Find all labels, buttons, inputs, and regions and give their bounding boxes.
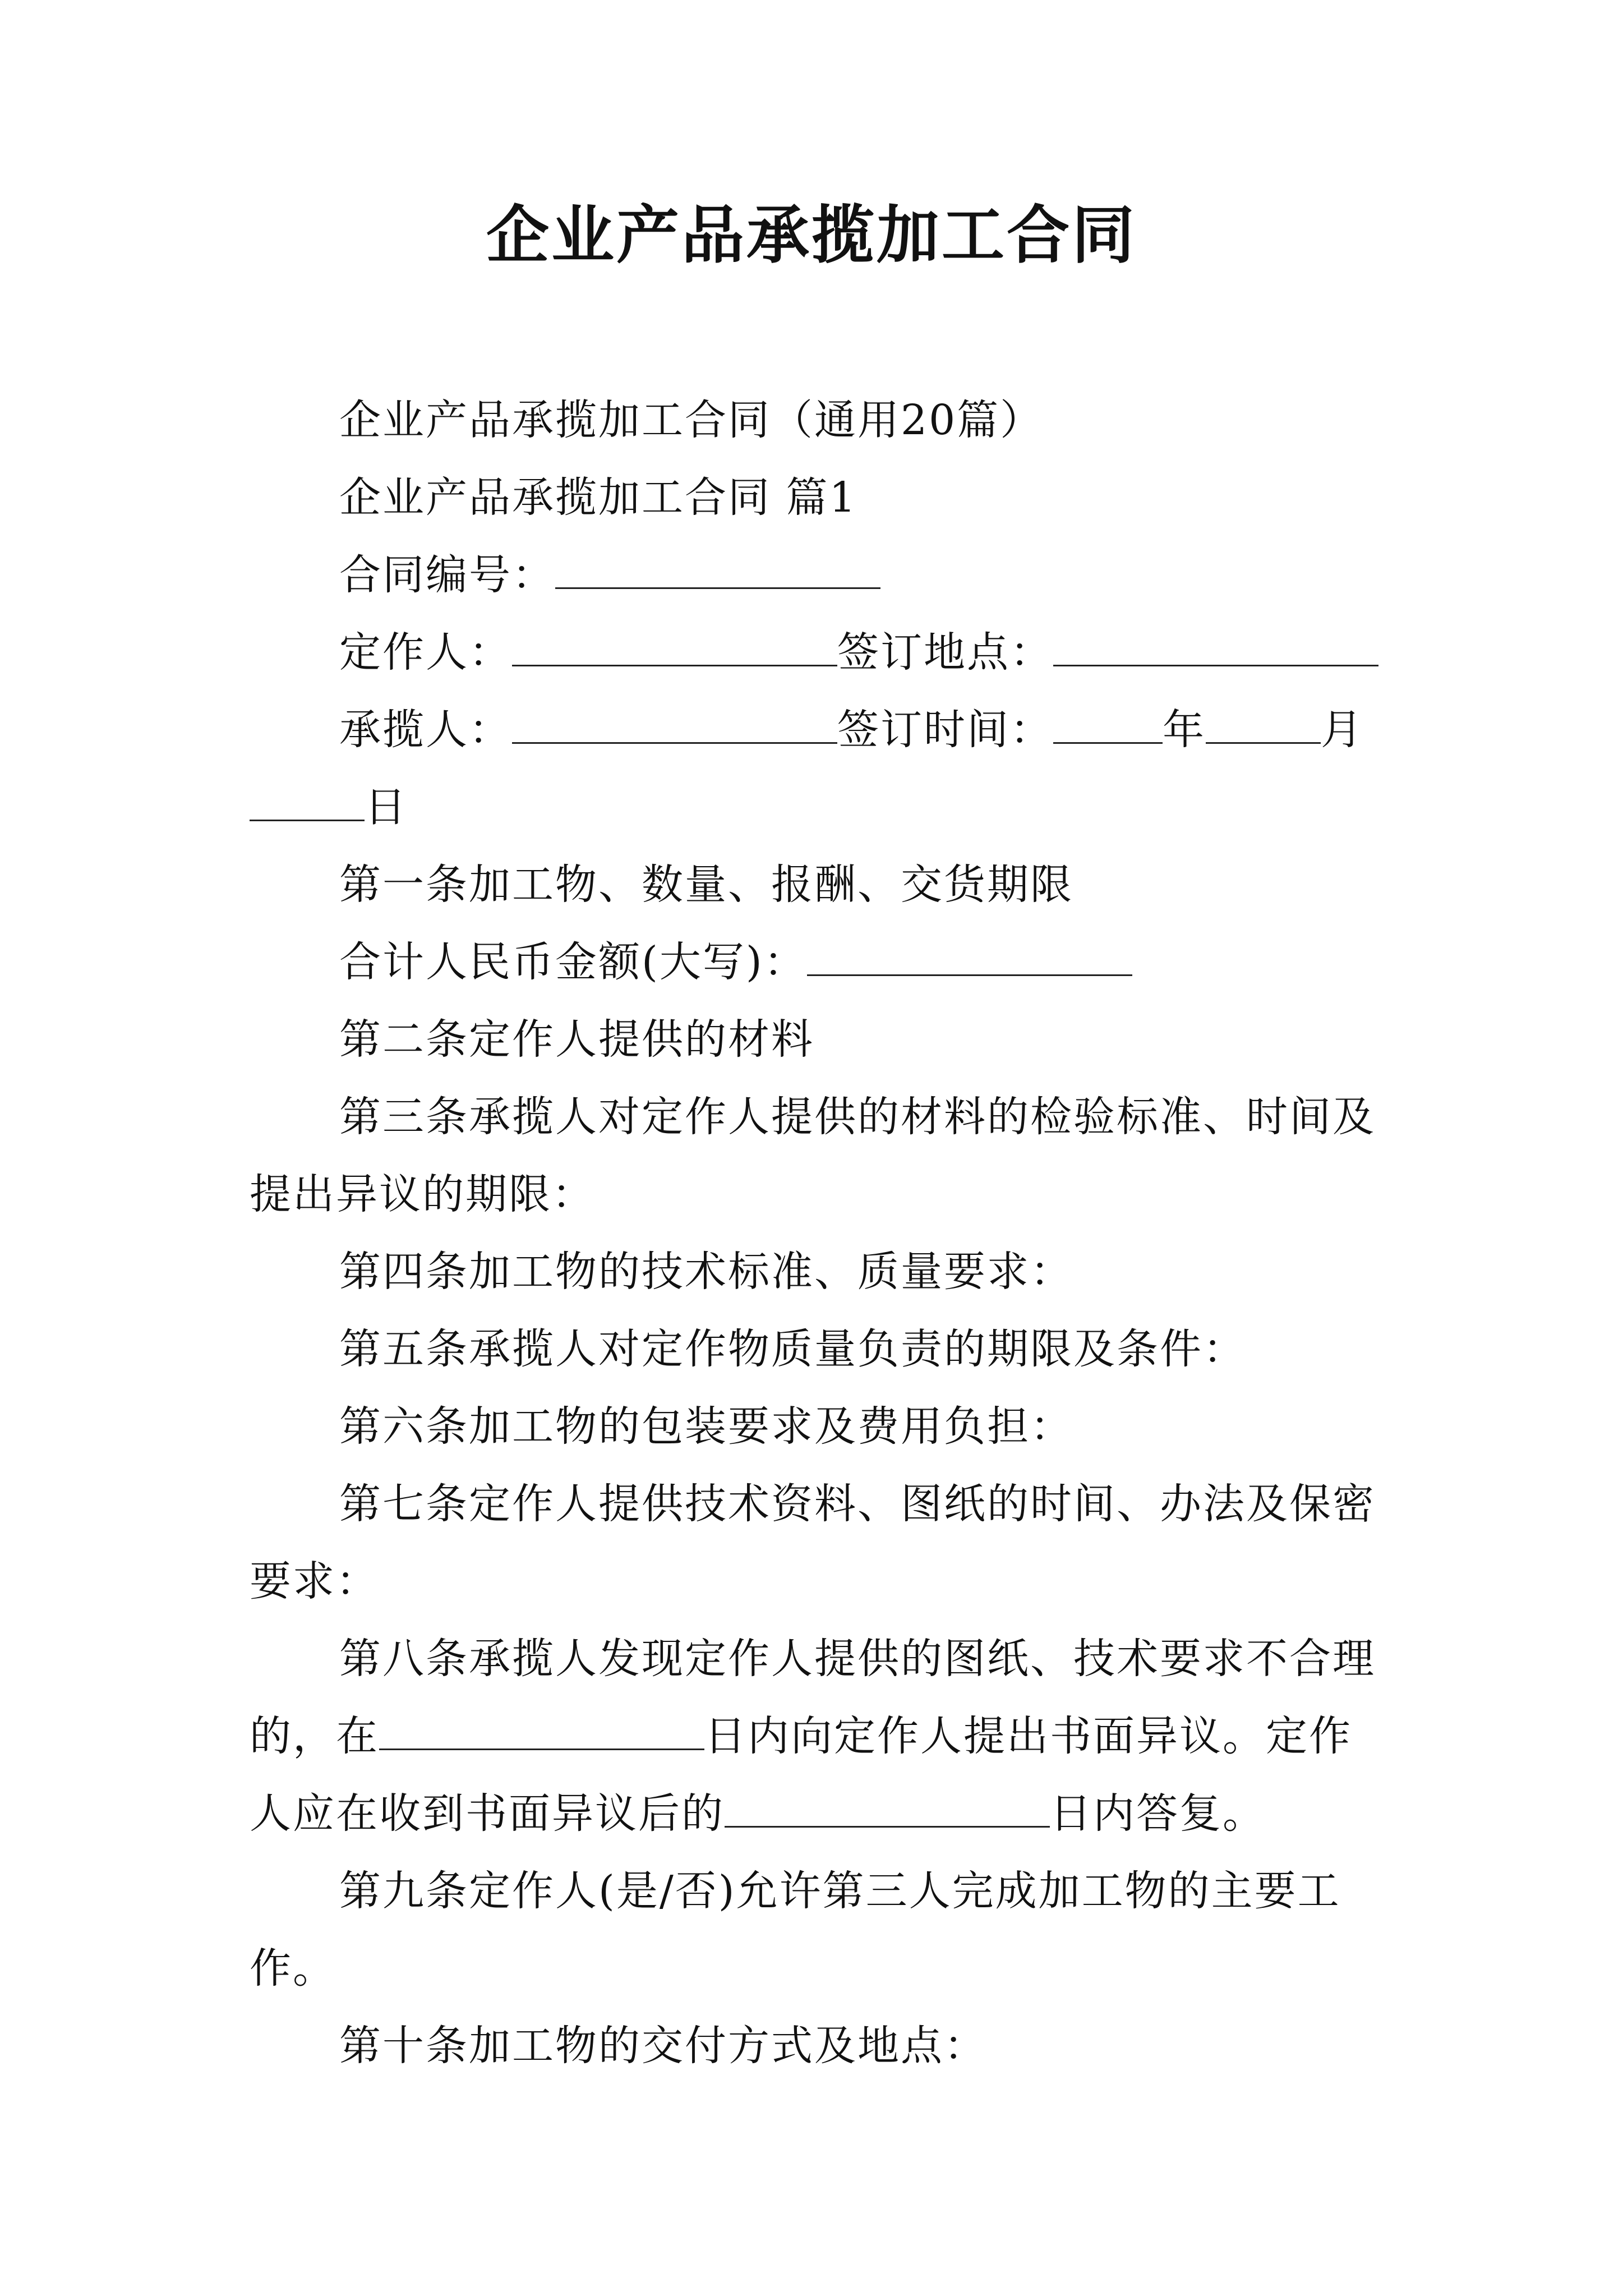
article-8-text-c: 日内答复。 xyxy=(1050,1789,1266,1838)
paragraph-article-10: 第十条加工物的交付方式及地点： xyxy=(339,2022,987,2070)
day-blank xyxy=(250,787,365,821)
reply-days-blank xyxy=(725,1793,1050,1828)
article-8-text-a: 第八条承揽人发现定作人提供的图纸、技术要求不合理的，在 xyxy=(250,1635,1376,1760)
paragraph-contract-number xyxy=(250,536,1382,614)
article-8-text-b: 日内向定作人提出书面异议。定作人应在收到书面异议后的 xyxy=(250,1712,1352,1838)
contractor-label: 承揽人： xyxy=(339,706,512,754)
sign-place-blank xyxy=(1053,632,1378,666)
sign-place-label: 签订地点： xyxy=(837,628,1053,677)
contract-number-label: 合同编号： xyxy=(339,551,555,599)
year-blank xyxy=(1053,710,1163,744)
day-label: 日 xyxy=(365,783,408,831)
month-label: 月 xyxy=(1321,706,1364,754)
paragraph-subtitle: 企业产品承揽加工合同（通用20篇） xyxy=(339,396,1044,444)
paragraph-article-5: 第五条承揽人对定作物质量负责的期限及条件： xyxy=(339,1325,1246,1373)
objection-days-blank xyxy=(379,1716,704,1750)
orderer-label: 定作人： xyxy=(339,628,512,677)
paragraph-article-1: 第一条加工物、数量、报酬、交货期限 xyxy=(339,861,1073,909)
paragraph-total-amount xyxy=(250,923,1382,1001)
document-body xyxy=(250,381,1382,2085)
paragraph-contractor xyxy=(250,691,1382,846)
contractor-blank xyxy=(512,710,837,744)
total-amount-label: 合计人民币金额(大写)： xyxy=(339,938,807,986)
paragraph-article-3: 第三条承揽人对定作人提供的材料的检验标准、时间及提出异议的期限： xyxy=(250,1093,1376,1218)
paragraph-orderer xyxy=(250,614,1382,691)
paragraph-article-7: 第七条定作人提供技术资料、图纸的时间、办法及保密要求： xyxy=(250,1480,1376,1605)
paragraph-article-4: 第四条加工物的技术标准、质量要求： xyxy=(339,1248,1073,1296)
paragraph-article-8 xyxy=(250,1620,1382,1852)
contract-number-blank xyxy=(555,555,880,589)
orderer-blank xyxy=(512,632,837,666)
month-blank xyxy=(1206,710,1321,744)
paragraph-article-6: 第六条加工物的包装要求及费用负担： xyxy=(339,1402,1073,1451)
year-label: 年 xyxy=(1163,706,1206,754)
paragraph-article-9: 第九条定作人(是/否)允许第三人完成加工物的主要工作。 xyxy=(250,1867,1341,1993)
paragraph-article-2: 第二条定作人提供的材料 xyxy=(339,1015,814,1064)
total-amount-blank xyxy=(807,942,1132,976)
sign-time-label: 签订时间： xyxy=(837,706,1053,754)
document-title: 企业产品承揽加工合同 xyxy=(486,199,1137,272)
paragraph-section-heading: 企业产品承揽加工合同 篇1 xyxy=(339,473,857,522)
